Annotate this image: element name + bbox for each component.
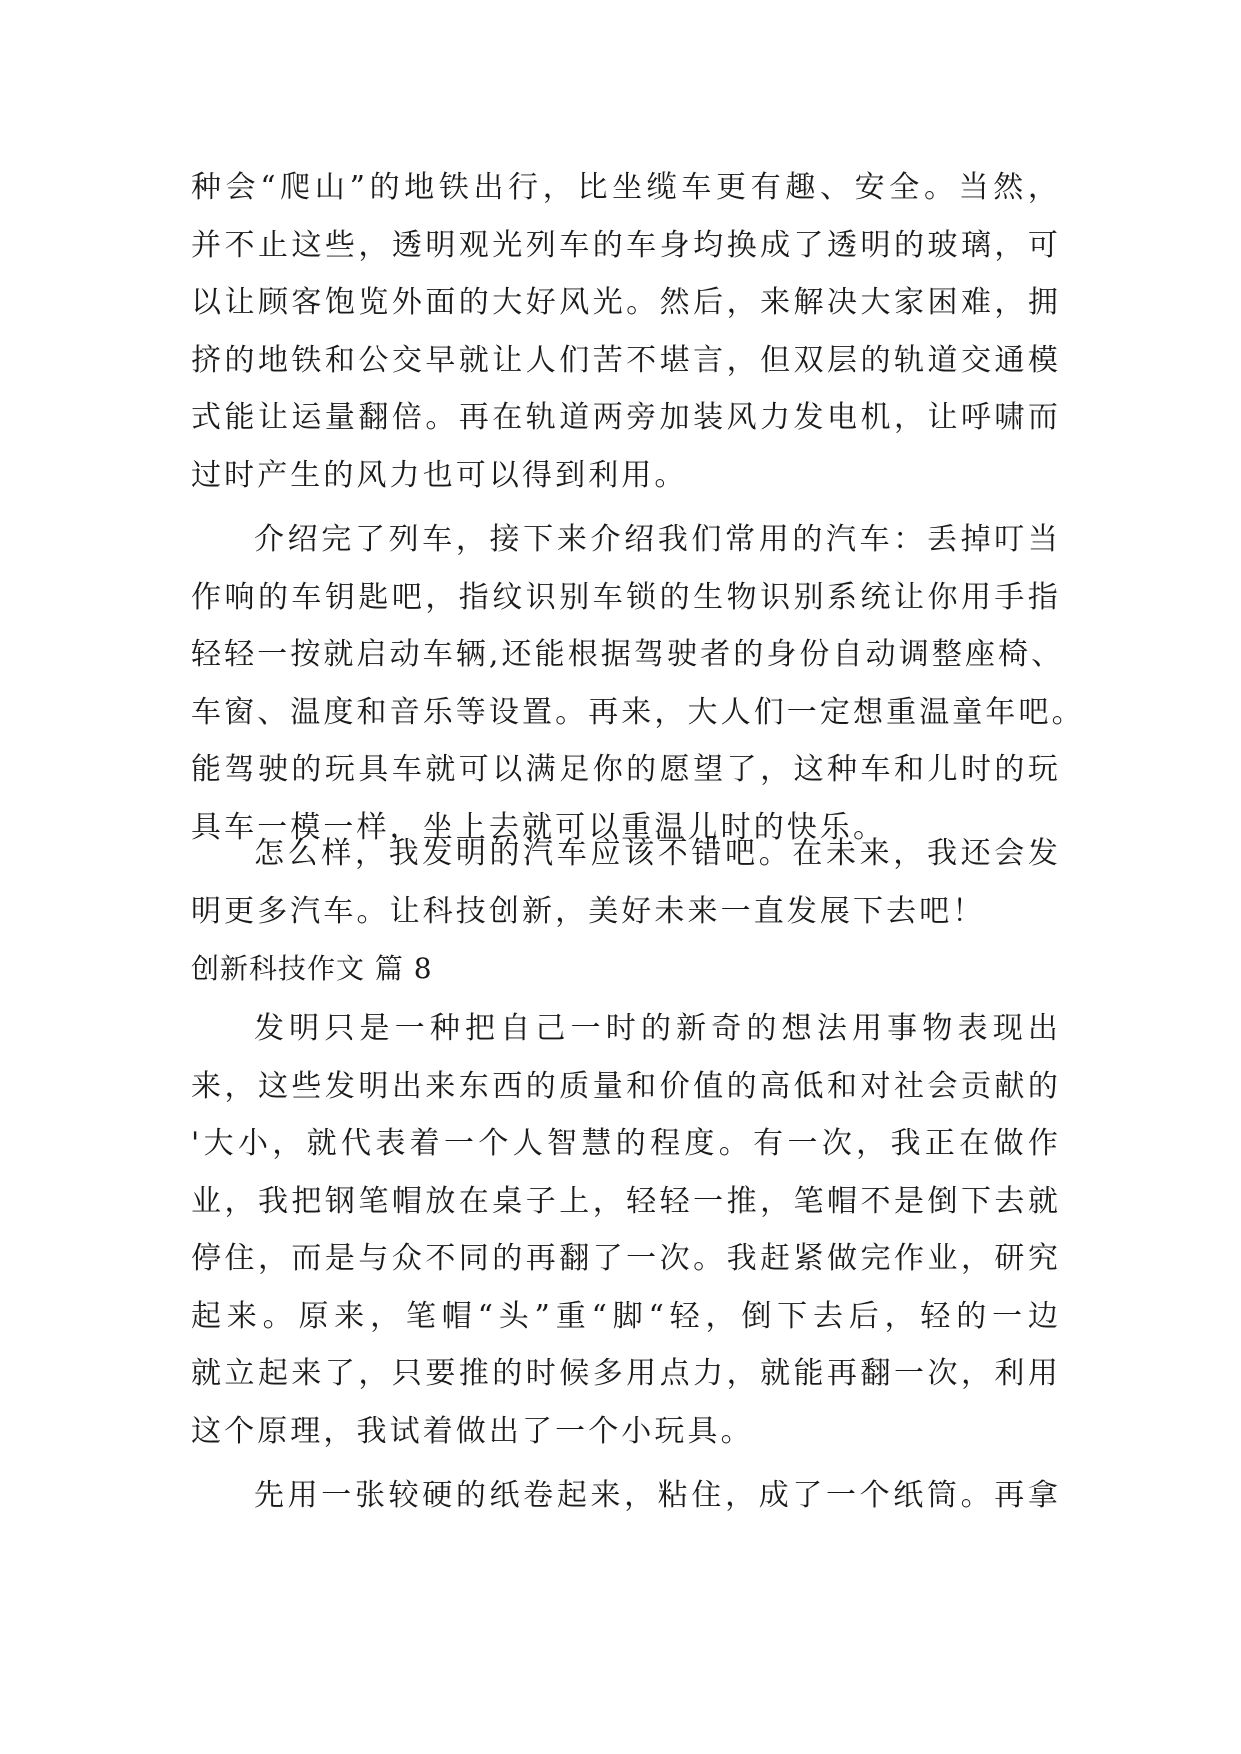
- text-line: 过时产生的风力也可以得到利用。: [191, 457, 688, 493]
- text-line: 种会“爬山”的地铁出行，比坐缆车更有趣、安全。当然，: [191, 170, 1061, 205]
- text-line: 并不止这些，透明观光列车的车身均换成了透明的玻璃，可: [191, 227, 1061, 263]
- text-line: 车窗、温度和音乐等设置。再来，大人们一定想重温童年吧。: [191, 694, 1085, 730]
- text-line: 具车一模一样，坐上去就可以重温儿时的快乐。: [191, 809, 887, 845]
- text-line: 介绍完了列车，接下来介绍我们常用的汽车：丢掉叮当: [254, 522, 1061, 557]
- text-line: 停住，而是与众不同的再翻了一次。我赶紧做完作业，研究: [191, 1241, 1061, 1276]
- text-line: 式能让运量翻倍。再在轨道两旁加装风力发电机，让呼啸而: [191, 400, 1061, 435]
- text-line: 能驾驶的玩具车就可以满足你的愿望了，这种车和儿时的玩: [191, 752, 1061, 787]
- text-line: 这个原理，我试着做出了一个小玩具。: [191, 1413, 754, 1449]
- text-line: 发明只是一种把自己一时的新奇的想法用事物表现出: [254, 1011, 1061, 1046]
- section-heading: 创新科技作文 篇 8: [191, 952, 433, 985]
- text-line: 以让顾客饱览外面的大好风光。然后，来解决大家困难，拥: [191, 285, 1061, 320]
- text-line: 明更多汽车。让科技创新，美好未来一直发展下去吧！: [191, 893, 986, 929]
- text-line: 怎么样，我发明的汽车应该不错吧。在未来，我还会发: [254, 836, 1061, 871]
- text-line: '大小，就代表着一个人智慧的程度。有一次，我正在做作: [191, 1126, 1061, 1161]
- text-line: 业，我把钢笔帽放在桌子上，轻轻一推，笔帽不是倒下去就: [191, 1183, 1061, 1219]
- text-line: 就立起来了，只要推的时候多用点力，就能再翻一次，利用: [191, 1356, 1061, 1391]
- text-line: 先用一张较硬的纸卷起来，粘住，成了一个纸筒。再拿: [254, 1478, 1061, 1513]
- text-line: 来，这些发明出来东西的质量和价值的高低和对社会贡献的: [191, 1068, 1061, 1104]
- paragraph-3: [191, 825, 1061, 940]
- section-paragraph-1: [191, 1000, 1061, 1460]
- paragraph-2: [191, 511, 1085, 856]
- paragraph-1: [191, 159, 1061, 504]
- text-line: 起来。原来，笔帽“头”重“脚“轻，倒下去后，轻的一边: [191, 1298, 1061, 1334]
- text-line: 轻轻一按就启动车辆,还能根据驾驶者的身份自动调整座椅、: [191, 637, 1065, 672]
- text-line: 挤的地铁和公交早就让人们苦不堪言，但双层的轨道交通模: [191, 342, 1061, 378]
- text-line: 作响的车钥匙吧，指纹识别车锁的生物识别系统让你用手指: [191, 579, 1061, 615]
- section-paragraph-2: [191, 1467, 1061, 1525]
